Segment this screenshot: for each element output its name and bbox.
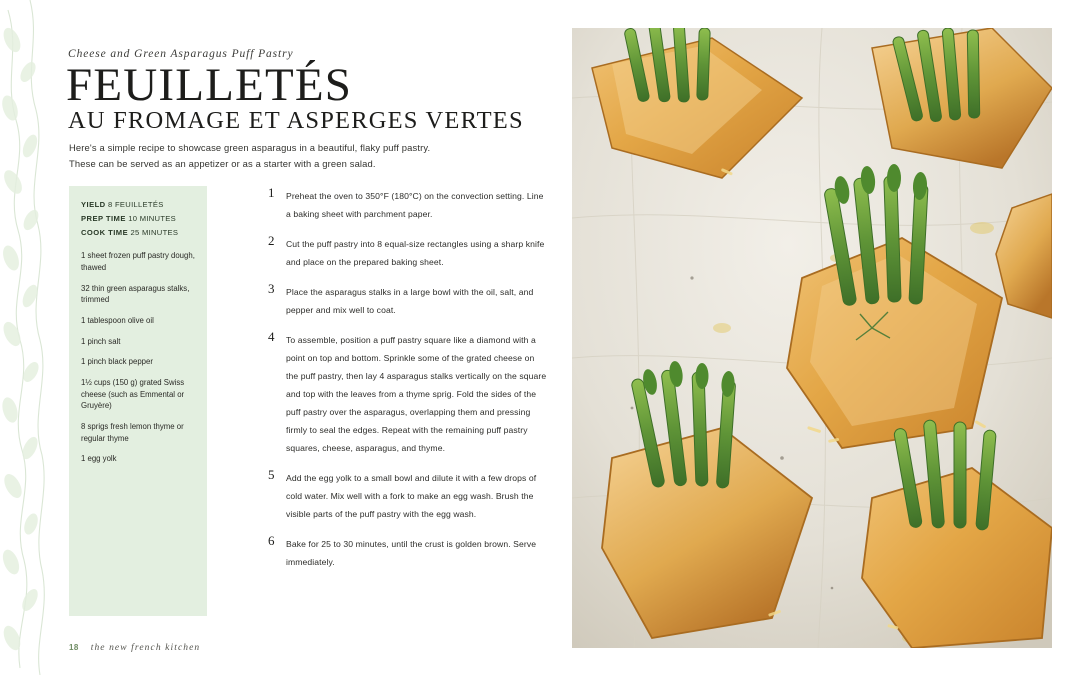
- meta-value-prep: 10 MINUTES: [128, 214, 176, 224]
- step-number: 5: [268, 467, 275, 482]
- book-title: the new french kitchen: [90, 643, 201, 653]
- list-item: 1 pinch black pepper: [81, 357, 153, 367]
- recipe-text-page: [46, 0, 570, 675]
- list-item: 1 tablespoon olive oil: [81, 315, 154, 325]
- list-item: [268, 282, 548, 318]
- list-item: 1 egg yolk: [81, 454, 117, 464]
- list-item: [268, 468, 548, 522]
- page-title: FEUILLETÉS: [66, 59, 353, 111]
- step-text: Cut the puff pastry into 8 equal-size rectangles using a sharp knife and place on the prepared baking sheet.: [286, 239, 545, 267]
- list-item: [268, 186, 548, 222]
- ingredients-sidebar: [69, 186, 207, 616]
- meta-row-prep: [81, 212, 195, 226]
- list-item: 1 sheet frozen puff pastry dough, thawed: [81, 251, 195, 272]
- list-item: 32 thin green asparagus stalks, trimmed: [81, 283, 190, 305]
- list-item: [268, 330, 548, 456]
- step-text: To assemble, position a puff pastry square like a diamond with a point on top and bottom. Sprinkle some of the grated cheese on the puff pastry, then lay 4 asparagus stalks vertically on the square and top with the leaves from a thyme sprig. Fold the sides of the puff pastry over the asparagus, overlapping them and pressing firmly to seal the edges. Repeat with the remaining puff pastry squares, cheese, asparagus, and thyme.: [286, 335, 547, 453]
- page-subtitle: AU FROMAGE ET ASPERGES VERTES: [68, 107, 524, 134]
- meta-value-yield: 8 FEUILLETÉS: [108, 200, 164, 209]
- instructions-list: [268, 186, 548, 582]
- page-footer: [69, 643, 200, 653]
- list-item: [268, 534, 548, 570]
- step-text: Place the asparagus stalks in a large bowl with the oil, salt, and pepper and mix well to coat.: [286, 287, 534, 315]
- photo-illustration: [572, 28, 1052, 648]
- recipe-eyebrow: Cheese and Green Asparagus Puff Pastry: [68, 48, 294, 60]
- meta-key-cook: COOK TIME: [81, 228, 129, 238]
- list-item: 1½ cups (150 g) grated Swiss cheese (such as Emmental or Gruyère): [81, 377, 185, 411]
- step-number: 1: [268, 185, 275, 200]
- meta-value-cook: 25 MINUTES: [130, 228, 179, 238]
- step-text: Preheat the oven to 350°F (180°C) on the convection setting. Line a baking sheet with parchment paper.: [286, 191, 544, 219]
- step-number: 3: [268, 281, 275, 296]
- meta-row-cook: [81, 226, 195, 240]
- leaf-border-decoration: [0, 0, 46, 675]
- recipe-meta: [81, 198, 195, 240]
- list-item: 1 pinch salt: [81, 336, 121, 346]
- list-item: [268, 234, 548, 270]
- recipe-intro: Here's a simple recipe to showcase green asparagus in a beautiful, flaky puff pastry. These can be served as an appetizer or as a starter with a green salad.: [69, 142, 431, 170]
- step-text: Bake for 25 to 30 minutes, until the crust is golden brown. Serve immediately.: [286, 539, 537, 567]
- meta-row-yield: [81, 198, 195, 212]
- page-number: 18: [69, 643, 79, 652]
- step-number: 6: [268, 533, 275, 548]
- recipe-photo: [572, 28, 1052, 648]
- meta-key-prep: PREP TIME: [81, 214, 126, 224]
- step-number: 4: [268, 329, 275, 344]
- step-text: Add the egg yolk to a small bowl and dilute it with a few drops of cold water. Mix well with a fork to make an egg wash. Brush the visible parts of the puff pastry with the egg wash.: [286, 473, 537, 519]
- meta-key-yield: YIELD: [81, 200, 106, 209]
- list-item: 8 sprigs fresh lemon thyme or regular thyme: [81, 422, 184, 443]
- step-number: 2: [268, 233, 275, 248]
